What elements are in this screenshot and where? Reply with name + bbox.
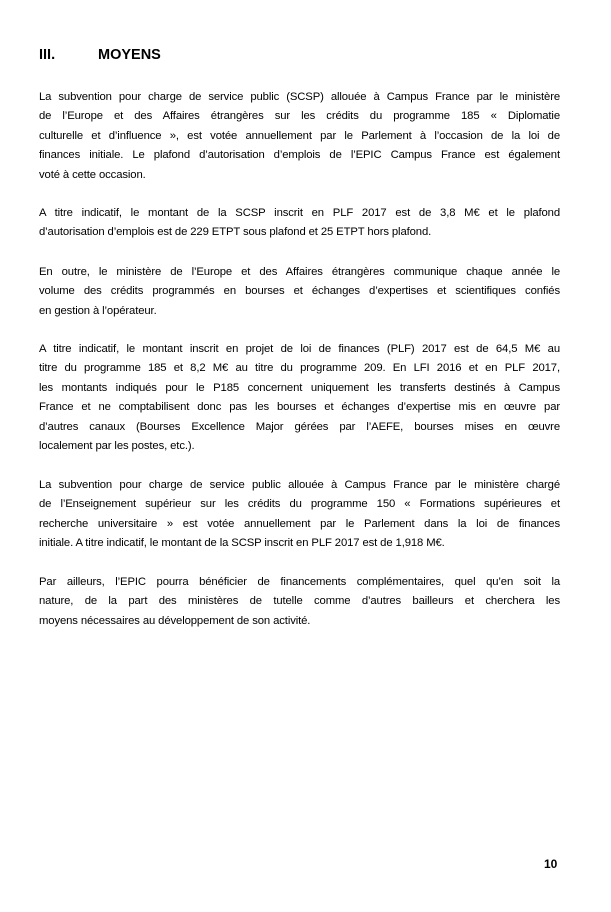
- paragraph-line: culturelle et d’influence », est votée annuellement par le Parlement à l’occasion de la loi de: [39, 129, 560, 142]
- paragraph-line: d’autorisation d’emplois est de 229 ETPT sous plafond et 25 ETPT hors plafond.: [39, 226, 432, 239]
- paragraph-line: France et ne comptabilisent donc pas les bourses et échanges d’expertise mis en œuvre par: [39, 401, 560, 414]
- page-number: 10: [544, 857, 558, 871]
- paragraph-line: de l’Enseignement supérieur sur les crédits du programme 150 « Formations supérieures et: [39, 498, 560, 511]
- paragraph: [39, 573, 560, 631]
- paragraph-line: recherche universitaire » est votée annuellement par le Parlement dans la loi de finances: [39, 517, 560, 530]
- paragraph-line: Par ailleurs, l’EPIC pourra bénéficier de financements complémentaires, quel qu’en soit la: [39, 576, 560, 588]
- paragraph-line: localement par les postes, etc.).: [39, 439, 195, 452]
- paragraph-line: A titre indicatif, le montant inscrit en projet de loi de finances (PLF) 2017 est de 64,5 M€ au: [39, 343, 560, 355]
- paragraph-line: titre du programme 185 et 8,2 M€ au titre du programme 209. En LFI 2016 et en PLF 2017,: [39, 362, 560, 375]
- paragraph-line: La subvention pour charge de service public allouée à Campus France par le ministère chargé: [39, 479, 560, 491]
- section-title: MOYENS: [98, 47, 161, 63]
- section-number: III.: [39, 47, 56, 63]
- paragraph-line: finances initiale. Le plafond d’autorisation d’emplois de l’EPIC Campus France est également: [39, 149, 560, 162]
- paragraph-line: voté à cette occasion.: [39, 168, 146, 181]
- paragraph-line: en gestion à l’opérateur.: [39, 304, 157, 317]
- paragraph-line: de l’Europe et des Affaires étrangères sur les crédits du programme 185 « Diplomatie: [39, 110, 560, 123]
- paragraph-line: initiale. A titre indicatif, le montant de la SCSP inscrit en PLF 2017 est de 1,918 M€.: [39, 537, 445, 550]
- section-heading: [39, 47, 161, 63]
- paragraph-line: moyens nécessaires au développement de son activité.: [39, 614, 311, 627]
- paragraph: [39, 88, 560, 185]
- paragraph-line: volume des crédits programmés en bourses et échanges d’expertises et scientifiques confiés: [39, 285, 560, 298]
- paragraph-line: La subvention pour charge de service public (SCSP) allouée à Campus France par le ministère: [39, 91, 560, 103]
- paragraph-line: les montants indiqués pour le P185 concernent uniquement les transferts destinés à Campus: [39, 381, 560, 394]
- paragraph-line: A titre indicatif, le montant de la SCSP inscrit en PLF 2017 est de 3,8 M€ et le plafond: [39, 207, 560, 219]
- paragraph-line: En outre, le ministère de l’Europe et des Affaires étrangères communique chaque année le: [39, 266, 560, 278]
- paragraph: [39, 204, 560, 243]
- paragraph: [39, 263, 560, 321]
- paragraph: [39, 340, 560, 456]
- paragraph-line: d’autres canaux (Bourses Excellence Major gérées par l’AEFE, bourses mises en œuvre: [39, 420, 560, 433]
- paragraph-line: nature, de la part des ministères de tutelle comme d’autres bailleurs et cherchera les: [39, 595, 560, 608]
- paragraph: [39, 476, 560, 554]
